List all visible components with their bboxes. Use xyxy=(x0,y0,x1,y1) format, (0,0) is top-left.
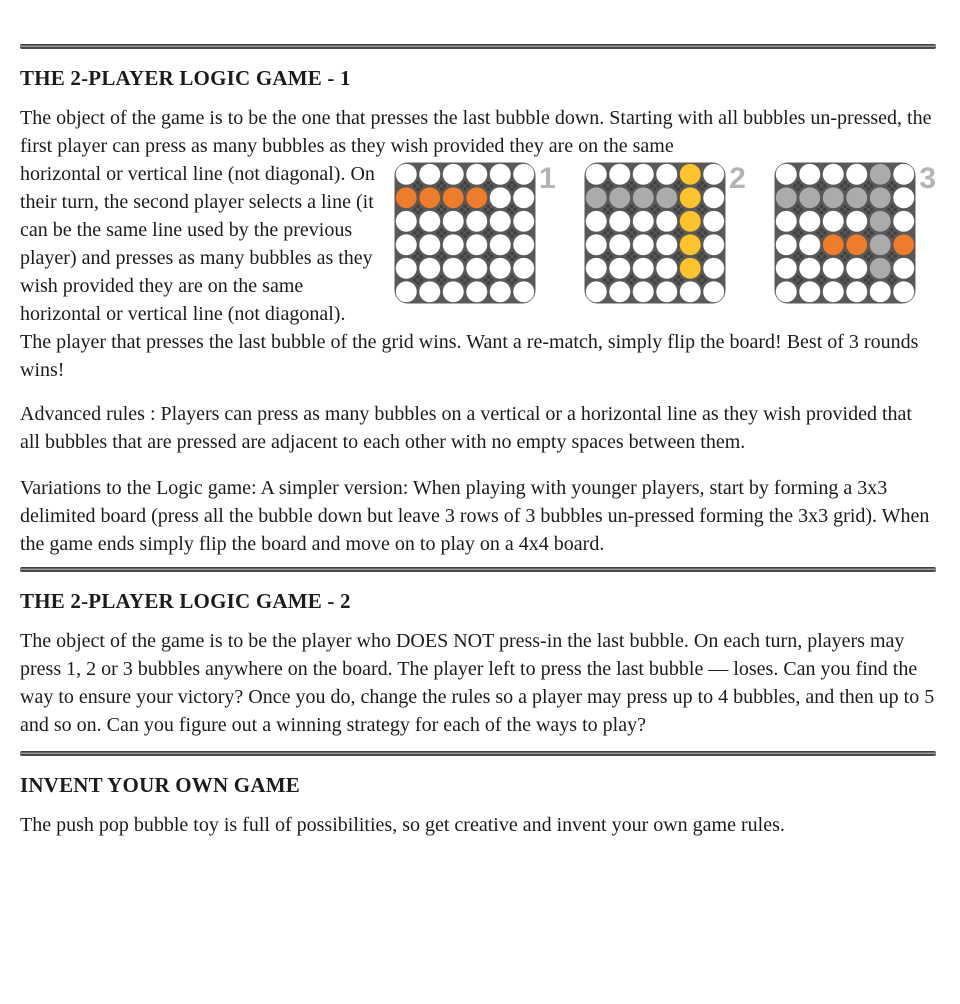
board-number-label: 2 xyxy=(729,162,746,195)
section-title-game2: THE 2-PLAYER LOGIC GAME - 2 xyxy=(20,589,351,613)
bubble-board-3 xyxy=(774,162,936,304)
section-divider xyxy=(20,44,936,49)
paragraph-game1-win: The player that presses the last bubble of the grid wins. Want a re-match, simply flip the board! Best of 3 rounds wins! xyxy=(20,331,919,381)
bubble-board-grid-1 xyxy=(394,162,536,304)
board-number-label: 1 xyxy=(539,162,556,195)
board-number-label: 3 xyxy=(919,162,936,195)
game1-rules-block xyxy=(20,160,936,328)
paragraph-game2-rules: The object of the game is to be the player who DOES NOT press-in the last bubble. On each turn, players may press 1, 2 or 3 bubbles anywhere on the board. The player left to press the last bubble — loses. Can you find the way to ensure your victory? Once you do, change the rules so a player may press up to 4 bubbles, and then up to 5 and so on. Can you figure out a winning strategy for each of the ways to play? xyxy=(20,630,935,736)
bubble-board-1 xyxy=(394,162,556,304)
section-divider xyxy=(20,567,936,572)
bubble-board-grid-2 xyxy=(584,162,726,304)
bubble-board-grid-3 xyxy=(774,162,916,304)
boards-figure xyxy=(394,162,936,304)
section-title-game1: THE 2-PLAYER LOGIC GAME - 1 xyxy=(20,66,351,90)
paragraph-variations: Variations to the Logic game: A simpler version: When playing with younger players, start by forming a 3x3 delimited board (press all the bubble down but leave 3 rows of 3 bubbles un-pressed forming the 3x3 grid). When the game ends simply flip the board and move on to play on a 4x4 board. xyxy=(20,477,930,555)
section-title-invent: INVENT YOUR OWN GAME xyxy=(20,773,300,797)
paragraph-game1-intro: The object of the game is to be the one that presses the last bubble down. Starting with all bubbles un-pressed, the first player can press as many bubbles as they wish provided they are on the same xyxy=(20,107,932,157)
paragraph-advanced-rules: Advanced rules : Players can press as many bubbles on a vertical or a horizontal line as they wish provided that all bubbles that are pressed are adjacent to each other with no empty spaces between them. xyxy=(20,403,912,453)
paragraph-invent: The push pop bubble toy is full of possibilities, so get creative and invent your own game rules. xyxy=(20,814,785,836)
document-page xyxy=(0,44,960,839)
section-divider xyxy=(20,751,936,756)
paragraph-game1-turns: horizontal or vertical line (not diagonal). On their turn, the second player selects a line (it can be the same line used by the previous player) and presses as many bubbles as they wish provided they are on the same horizontal or vertical line (not diagonal). xyxy=(20,163,375,325)
bubble-board-2 xyxy=(584,162,746,304)
